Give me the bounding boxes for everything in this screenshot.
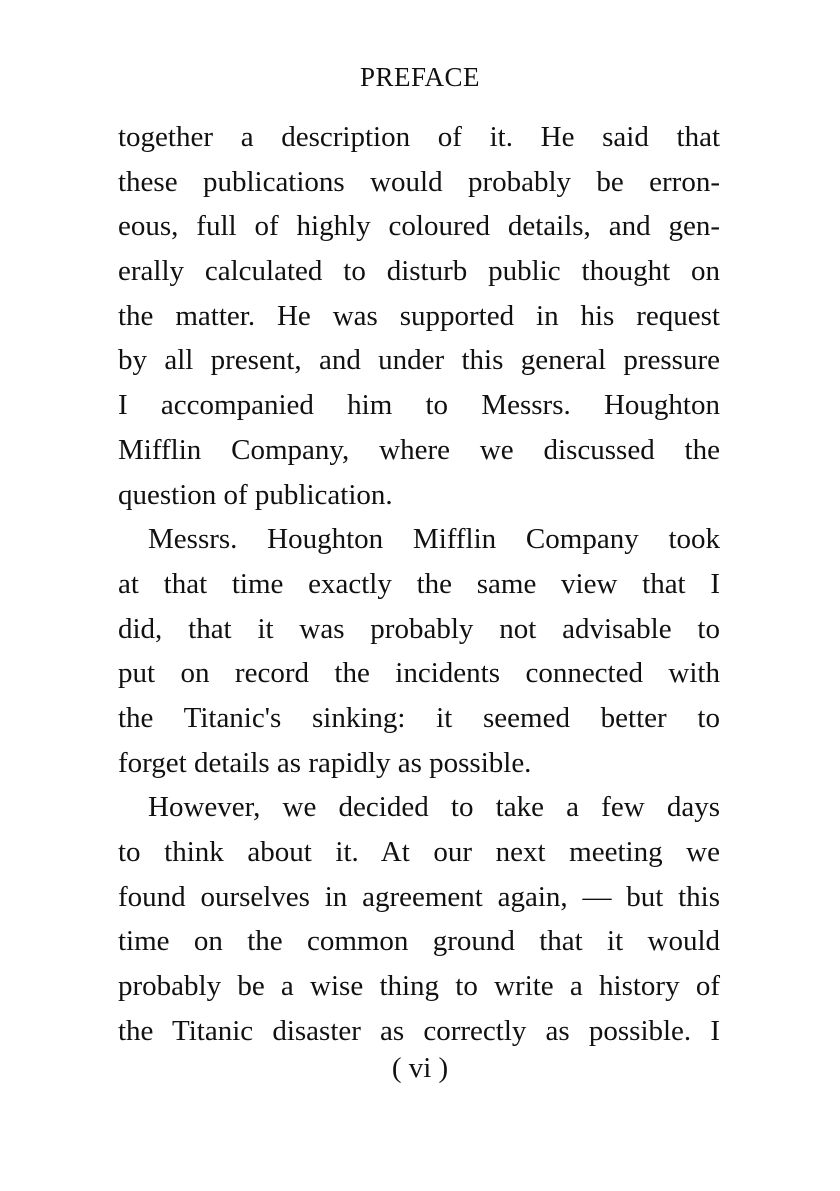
running-head: PREFACE bbox=[359, 62, 481, 92]
text-line: erally calculated to disturb public thought on bbox=[118, 255, 720, 288]
body-text bbox=[118, 115, 720, 1053]
text-line: put on record the incidents connected with bbox=[118, 657, 720, 690]
paragraph bbox=[118, 785, 720, 1053]
text-line: at that time exactly the same view that I bbox=[118, 567, 720, 600]
text-line: these publications would probably be erron- bbox=[118, 165, 720, 198]
text-line: the Titanic disaster as correctly as possible. I bbox=[118, 1014, 720, 1047]
text-line: eous, full of highly coloured details, and gen- bbox=[118, 210, 720, 243]
text-line: the Titanic's sinking: it seemed better to bbox=[118, 701, 720, 734]
text-line: Messrs. Houghton Mifflin Company took bbox=[148, 523, 720, 556]
text-line: the matter. He was supported in his request bbox=[118, 299, 720, 332]
text-line: by all present, and under this general pressure bbox=[118, 344, 720, 377]
paragraph bbox=[118, 517, 720, 785]
text-line: probably be a wise thing to write a history of bbox=[118, 970, 720, 1003]
text-line: did, that it was probably not advisable to bbox=[118, 612, 720, 645]
text-line: found ourselves in agreement again, — but this bbox=[118, 880, 720, 913]
text-line: to think about it. At our next meeting we bbox=[118, 836, 720, 868]
text-line: time on the common ground that it would bbox=[118, 925, 720, 958]
page-number: ( vi ) bbox=[391, 1052, 449, 1084]
text-line: Mifflin Company, where we discussed the bbox=[118, 433, 720, 466]
text-line: forget details as rapidly as possible. bbox=[118, 746, 532, 779]
text-line: However, we decided to take a few days bbox=[148, 791, 720, 824]
text-line: question of publication. bbox=[118, 478, 393, 511]
paragraph bbox=[118, 115, 720, 517]
text-line: together a description of it. He said that bbox=[118, 121, 720, 153]
text-line: I accompanied him to Messrs. Houghton bbox=[118, 389, 720, 422]
